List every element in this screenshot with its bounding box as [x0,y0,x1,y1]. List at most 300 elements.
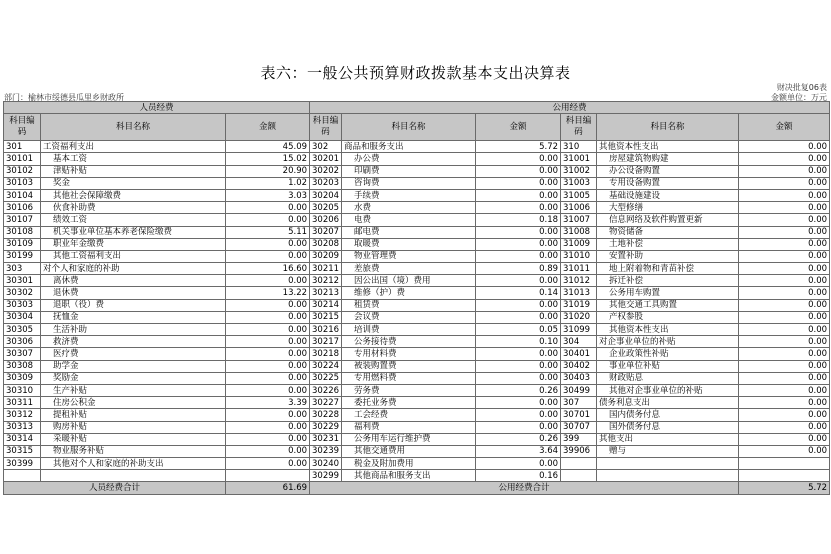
amount-cell: 0.00 [476,275,561,287]
code-cell: 30227 [310,397,342,409]
name-cell: 劳务费 [342,384,476,396]
amount-cell: 3.64 [476,445,561,457]
name-cell: 其他支出 [597,433,739,445]
name-cell: 医疗费 [41,348,226,360]
name-cell: 机关事业单位基本养老保险缴费 [41,226,226,238]
code-cell: 303 [4,263,41,275]
amount-cell: 0.00 [739,275,830,287]
code-cell: 301 [4,141,41,153]
code-cell: 30299 [310,470,342,482]
table-row [4,324,830,336]
table-row [4,177,830,189]
name-cell: 对企事业单位的补贴 [597,336,739,348]
expenditure-table [3,101,830,495]
name-cell: 土地补偿 [597,238,739,250]
name-cell: 信息网络及软件购置更新 [597,214,739,226]
code-cell: 30214 [310,299,342,311]
code-cell: 30213 [310,287,342,299]
code-cell: 30107 [4,214,41,226]
name-cell: 绩效工资 [41,214,226,226]
amount-cell: 0.00 [476,360,561,372]
amount-cell: 0.00 [226,324,310,336]
amount-cell: 0.00 [739,360,830,372]
name-cell: 赠与 [597,445,739,457]
amount-cell: 0.00 [739,153,830,165]
code-cell: 31003 [561,177,597,189]
name-cell: 因公出国（境）费用 [342,275,476,287]
name-cell [597,470,739,482]
code-cell: 30215 [310,311,342,323]
amount-cell: 0.00 [226,458,310,470]
amount-cell: 0.00 [226,275,310,287]
name-cell: 培训费 [342,324,476,336]
code-cell: 30314 [4,433,41,445]
code-cell: 31019 [561,299,597,311]
name-cell: 安置补助 [597,250,739,262]
amount-cell: 0.00 [226,214,310,226]
table-row [4,226,830,238]
table-row [4,336,830,348]
table-row [4,348,830,360]
name-cell: 专用材料费 [342,348,476,360]
amount-cell: 0.00 [476,226,561,238]
code-cell: 30707 [561,421,597,433]
name-cell: 奖励金 [41,372,226,384]
code-cell: 30208 [310,238,342,250]
header-code: 科目编码 [310,114,342,141]
amount-cell: 0.00 [476,202,561,214]
code-cell: 30312 [4,409,41,421]
code-cell: 31011 [561,263,597,275]
name-cell: 税金及附加费用 [342,458,476,470]
code-cell [561,458,597,470]
amount-cell: 1.02 [226,177,310,189]
header-name: 科目名称 [41,114,226,141]
name-cell: 退职（役）费 [41,299,226,311]
code-cell: 30205 [310,202,342,214]
name-cell: 国外债务付息 [597,421,739,433]
table-row [4,299,830,311]
name-cell: 其他交通费用 [342,445,476,457]
amount-cell: 0.00 [739,397,830,409]
code-cell: 30315 [4,445,41,457]
table-row [4,141,830,153]
table-row [4,263,830,275]
name-cell: 办公费 [342,153,476,165]
amount-cell: 0.00 [476,421,561,433]
amount-cell: 5.72 [476,141,561,153]
code-cell: 30201 [310,153,342,165]
code-cell: 399 [561,433,597,445]
amount-cell: 0.00 [476,348,561,360]
amount-cell [226,470,310,482]
code-cell: 30216 [310,324,342,336]
name-cell: 职业年金缴费 [41,238,226,250]
name-cell: 专用设备购置 [597,177,739,189]
name-cell: 印刷费 [342,165,476,177]
name-cell: 其他对个人和家庭的补助支出 [41,458,226,470]
amount-cell: 0.89 [476,263,561,275]
name-cell: 取暖费 [342,238,476,250]
code-cell: 30307 [4,348,41,360]
name-cell: 手续费 [342,189,476,201]
code-cell: 30306 [4,336,41,348]
name-cell: 物资储备 [597,226,739,238]
code-cell: 30304 [4,311,41,323]
name-cell: 大型修缮 [597,202,739,214]
amount-cell: 0.00 [476,372,561,384]
table-row [4,189,830,201]
amount-cell: 0.00 [739,141,830,153]
amount-cell: 0.00 [739,165,830,177]
code-cell: 31007 [561,214,597,226]
code-cell [4,470,41,482]
name-cell: 抚恤金 [41,311,226,323]
amount-cell: 0.00 [476,458,561,470]
name-cell: 对个人和家庭的补助 [41,263,226,275]
amount-cell: 0.00 [739,384,830,396]
table-row [4,165,830,177]
name-cell: 公务用车运行维护费 [342,433,476,445]
amount-cell: 0.00 [226,299,310,311]
table-row [4,250,830,262]
amount-cell: 0.00 [226,238,310,250]
name-cell: 咨询费 [342,177,476,189]
code-cell: 30305 [4,324,41,336]
table-row [4,153,830,165]
name-cell: 退休费 [41,287,226,299]
amount-cell: 0.05 [476,324,561,336]
name-cell: 地上附着物和青苗补偿 [597,263,739,275]
amount-cell: 0.00 [226,311,310,323]
page-title: 表六：一般公共预算财政拨款基本支出决算表 [260,64,571,82]
amount-cell: 3.39 [226,397,310,409]
amount-cell: 0.00 [226,421,310,433]
table-row [4,214,830,226]
amount-cell: 0.00 [739,189,830,201]
amount-cell: 0.00 [739,250,830,262]
form-number: 财决批复06表 [776,83,827,92]
name-cell: 救济费 [41,336,226,348]
amount-cell: 0.00 [739,226,830,238]
code-cell: 31009 [561,238,597,250]
name-cell: 租赁费 [342,299,476,311]
name-cell: 福利费 [342,421,476,433]
amount-cell: 0.00 [226,202,310,214]
amount-cell: 0.00 [226,433,310,445]
amount-cell: 0.00 [739,409,830,421]
code-cell: 30218 [310,348,342,360]
code-cell: 31010 [561,250,597,262]
personnel-total-value: 61.69 [226,482,310,494]
code-cell: 30202 [310,165,342,177]
totals-row [4,482,830,494]
code-cell: 30106 [4,202,41,214]
name-cell: 公务用车购置 [597,287,739,299]
table-row [4,421,830,433]
code-cell: 30302 [4,287,41,299]
amount-cell: 0.26 [476,384,561,396]
amount-cell: 20.90 [226,165,310,177]
header-amount: 金额 [226,114,310,141]
name-cell: 物业服务补贴 [41,445,226,457]
code-cell: 30102 [4,165,41,177]
amount-cell: 0.00 [226,409,310,421]
table-row [4,458,830,470]
code-cell: 30239 [310,445,342,457]
name-cell: 助学金 [41,360,226,372]
amount-cell: 0.00 [739,202,830,214]
name-cell: 奖金 [41,177,226,189]
amount-cell: 0.00 [739,336,830,348]
code-cell: 30231 [310,433,342,445]
amount-cell [739,470,830,482]
amount-cell [739,458,830,470]
amount-cell: 0.00 [739,177,830,189]
code-cell: 310 [561,141,597,153]
name-cell: 水费 [342,202,476,214]
name-cell: 会议费 [342,311,476,323]
amount-cell: 0.00 [739,348,830,360]
name-cell: 工资福利支出 [41,141,226,153]
code-cell: 30224 [310,360,342,372]
amount-cell: 0.00 [226,372,310,384]
code-cell: 30308 [4,360,41,372]
code-cell: 30226 [310,384,342,396]
code-cell: 30401 [561,348,597,360]
code-cell: 30209 [310,250,342,262]
code-cell: 30228 [310,409,342,421]
amount-cell: 15.02 [226,153,310,165]
code-cell: 30217 [310,336,342,348]
code-cell: 30212 [310,275,342,287]
name-cell: 其他资本性支出 [597,141,739,153]
amount-cell: 0.00 [226,384,310,396]
name-cell: 其他资本性支出 [597,324,739,336]
amount-cell: 0.26 [476,433,561,445]
amount-cell: 0.00 [739,372,830,384]
header-code: 科目编码 [4,114,41,141]
amount-cell: 45.09 [226,141,310,153]
code-cell: 30225 [310,372,342,384]
name-cell: 其他交通工具购置 [597,299,739,311]
name-cell: 专用燃料费 [342,372,476,384]
name-cell: 办公设备购置 [597,165,739,177]
table-row [4,360,830,372]
code-cell: 30303 [4,299,41,311]
code-cell: 30399 [4,458,41,470]
name-cell: 其他社会保障缴费 [41,189,226,201]
table-row [4,384,830,396]
code-cell: 30108 [4,226,41,238]
amount-cell: 5.11 [226,226,310,238]
table-row [4,409,830,421]
code-cell: 30402 [561,360,597,372]
section-personnel: 人员经费 [4,102,310,114]
section-public: 公用经费 [310,102,830,114]
amount-cell: 0.00 [476,311,561,323]
amount-cell: 0.00 [739,311,830,323]
code-cell: 30229 [310,421,342,433]
table-row [4,433,830,445]
name-cell: 财政贴息 [597,372,739,384]
amount-cell: 0.00 [739,433,830,445]
table-row [4,202,830,214]
amount-cell: 0.00 [739,421,830,433]
name-cell [597,458,739,470]
amount-cell: 0.00 [739,299,830,311]
table-row [4,238,830,250]
name-cell: 购房补贴 [41,421,226,433]
amount-cell: 0.00 [226,250,310,262]
code-cell: 30104 [4,189,41,201]
name-cell: 房屋建筑物购建 [597,153,739,165]
amount-cell: 0.14 [476,287,561,299]
code-cell: 31099 [561,324,597,336]
name-cell: 生活补助 [41,324,226,336]
code-cell: 39906 [561,445,597,457]
public-total-label: 公用经费合计 [310,482,739,494]
personnel-total-label: 人员经费合计 [4,482,226,494]
table-row [4,372,830,384]
code-cell: 30499 [561,384,597,396]
public-total-value: 5.72 [739,482,830,494]
code-cell: 30204 [310,189,342,201]
table-row [4,445,830,457]
code-cell: 30403 [561,372,597,384]
name-cell: 基本工资 [41,153,226,165]
code-cell: 31006 [561,202,597,214]
code-cell: 304 [561,336,597,348]
name-cell: 国内债务付息 [597,409,739,421]
code-cell: 30101 [4,153,41,165]
table-row [4,397,830,409]
name-cell [41,470,226,482]
amount-cell: 0.00 [739,263,830,275]
amount-cell: 0.00 [739,214,830,226]
amount-cell: 0.00 [476,250,561,262]
amount-cell: 0.00 [476,177,561,189]
amount-cell: 0.00 [739,445,830,457]
amount-cell: 0.00 [476,238,561,250]
header-name: 科目名称 [597,114,739,141]
amount-cell: 13.22 [226,287,310,299]
header-amount: 金额 [739,114,830,141]
name-cell: 被装购置费 [342,360,476,372]
name-cell: 物业管理费 [342,250,476,262]
name-cell: 事业单位补贴 [597,360,739,372]
table-row [4,470,830,482]
name-cell: 伙食补助费 [41,202,226,214]
table-row [4,275,830,287]
code-cell: 31001 [561,153,597,165]
table-row [4,311,830,323]
header-name: 科目名称 [342,114,476,141]
name-cell: 电费 [342,214,476,226]
code-cell [561,470,597,482]
department-label: 部门：榆林市绥德县瓜里乡财政所 [4,93,124,102]
code-cell: 31020 [561,311,597,323]
name-cell: 拆迁补偿 [597,275,739,287]
name-cell: 差旅费 [342,263,476,275]
name-cell: 债务利息支出 [597,397,739,409]
code-cell: 30310 [4,384,41,396]
amount-cell: 3.03 [226,189,310,201]
name-cell: 提租补贴 [41,409,226,421]
code-cell: 30103 [4,177,41,189]
amount-cell: 0.00 [476,165,561,177]
code-cell: 307 [561,397,597,409]
name-cell: 住房公积金 [41,397,226,409]
amount-cell: 0.00 [739,287,830,299]
code-cell: 31008 [561,226,597,238]
header-code: 科目编码 [561,114,597,141]
name-cell: 委托业务费 [342,397,476,409]
name-cell: 其他对企事业单位的补贴 [597,384,739,396]
amount-cell: 0.00 [226,360,310,372]
code-cell: 30199 [4,250,41,262]
name-cell: 生产补贴 [41,384,226,396]
code-cell: 30240 [310,458,342,470]
amount-cell: 0.00 [739,324,830,336]
amount-cell: 0.00 [476,153,561,165]
name-cell: 商品和服务支出 [342,141,476,153]
code-cell: 31005 [561,189,597,201]
code-cell: 30109 [4,238,41,250]
amount-cell: 0.18 [476,214,561,226]
name-cell: 工会经费 [342,409,476,421]
name-cell: 产权参股 [597,311,739,323]
amount-cell: 16.60 [226,263,310,275]
amount-cell: 0.00 [476,409,561,421]
amount-cell: 0.10 [476,336,561,348]
unit-label: 金额单位：万元 [771,93,827,102]
amount-cell: 0.00 [476,189,561,201]
name-cell: 其他商品和服务支出 [342,470,476,482]
code-cell: 30211 [310,263,342,275]
code-cell: 30701 [561,409,597,421]
amount-cell: 0.00 [739,238,830,250]
code-cell: 31012 [561,275,597,287]
amount-cell: 0.00 [226,445,310,457]
amount-cell: 0.00 [476,397,561,409]
code-cell: 302 [310,141,342,153]
table-row [4,287,830,299]
code-cell: 30207 [310,226,342,238]
code-cell: 30203 [310,177,342,189]
amount-cell: 0.00 [476,299,561,311]
code-cell: 30311 [4,397,41,409]
name-cell: 津贴补贴 [41,165,226,177]
code-cell: 30206 [310,214,342,226]
code-cell: 31002 [561,165,597,177]
name-cell: 邮电费 [342,226,476,238]
code-cell: 31013 [561,287,597,299]
name-cell: 维修（护）费 [342,287,476,299]
name-cell: 其他工资福利支出 [41,250,226,262]
header-amount: 金额 [476,114,561,141]
amount-cell: 0.00 [226,348,310,360]
code-cell: 30309 [4,372,41,384]
name-cell: 公务接待费 [342,336,476,348]
amount-cell: 0.16 [476,470,561,482]
name-cell: 企业政策性补贴 [597,348,739,360]
code-cell: 30313 [4,421,41,433]
name-cell: 基础设施建设 [597,189,739,201]
amount-cell: 0.00 [226,336,310,348]
name-cell: 采暖补贴 [41,433,226,445]
name-cell: 离休费 [41,275,226,287]
